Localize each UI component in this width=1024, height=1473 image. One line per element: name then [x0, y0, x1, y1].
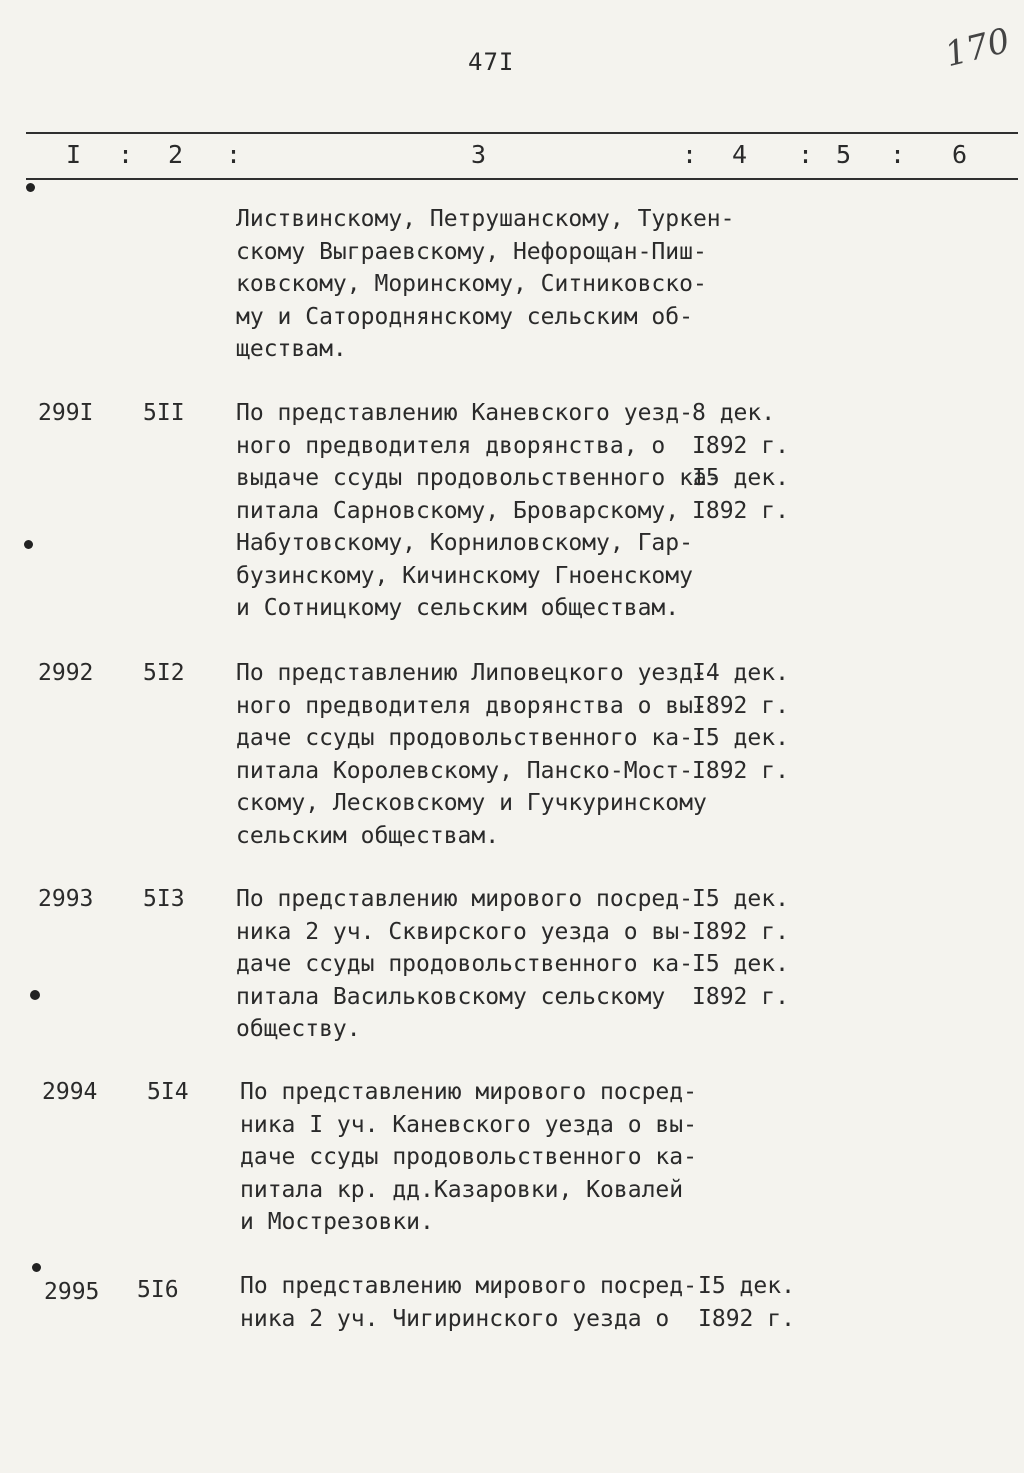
text-line: ника 2 уч. Чигиринского уезда о — [240, 1305, 670, 1332]
text-line: сельским обществам. — [236, 822, 500, 849]
column-header-2: 2 — [168, 140, 184, 169]
archive-number: 5I6 — [137, 1277, 179, 1303]
record-dates — [698, 1270, 808, 1335]
text-line: ника I уч. Каневского уезда о вы- — [240, 1111, 697, 1138]
column-separator: : — [890, 140, 906, 169]
date-line: I5 дек. — [698, 1273, 795, 1299]
record-number: 2994 — [42, 1079, 98, 1105]
text-line: обществу. — [236, 1016, 361, 1042]
text-line: питала кр. дд.Казаровки, Ковалей — [240, 1176, 684, 1203]
record-number: 299I — [38, 400, 94, 426]
record-description — [240, 1270, 700, 1335]
header-rule-bottom — [26, 178, 1018, 180]
header-rule-top — [26, 132, 1018, 134]
record-number: 2995 — [44, 1279, 100, 1305]
date-line: I5 дек. — [692, 465, 789, 491]
text-line: питала Васильковскому сельскому — [236, 983, 666, 1010]
text-line: Листвинскому, Петрушанскому, Туркен- — [236, 206, 735, 232]
binder-hole-speck — [24, 540, 33, 549]
text-line: По представлению Липовецкого уезд- — [236, 660, 707, 686]
text-line: По представлению мирового посред- — [240, 1079, 697, 1105]
binder-hole-speck — [30, 990, 40, 1000]
text-line: даче ссуды продовольственного ка- — [236, 725, 693, 751]
record-description — [240, 1076, 700, 1239]
record-description — [236, 397, 721, 625]
archive-number: 5I3 — [143, 886, 185, 912]
column-separator: : — [226, 140, 242, 169]
archive-number: 5II — [143, 400, 185, 426]
archive-number: 5I2 — [143, 660, 185, 686]
text-line: даче ссуды продовольственного ка- — [236, 951, 693, 977]
text-line: По представлению мирового посред- — [236, 886, 693, 912]
date-line: I892 г. — [692, 432, 789, 459]
column-separator: : — [118, 140, 134, 169]
text-line: и Сотницкому сельским обществам. — [236, 595, 680, 621]
column-separator: : — [798, 140, 814, 169]
date-line: I892 г. — [692, 983, 789, 1010]
text-line: и Мострезовки. — [240, 1209, 434, 1235]
text-line: питала Королевскому, Панско-Мост- — [236, 757, 693, 784]
text-line: По представлению мирового посред- — [240, 1273, 697, 1299]
text-line: ного предводителя дворянства о вы- — [236, 692, 707, 719]
archive-number: 5I4 — [147, 1079, 189, 1105]
date-line: I5 дек. — [692, 725, 789, 751]
date-line: I892 г. — [692, 692, 789, 719]
continuation-text — [236, 203, 735, 366]
date-line: I5 дек. — [692, 886, 789, 912]
date-line: I892 г. — [692, 918, 789, 945]
column-header-3: 3 — [471, 140, 487, 169]
text-line: питала Сарновскому, Броварскому, — [236, 497, 680, 524]
text-line: По представлению Каневского уезд- — [236, 400, 693, 426]
text-line: скому, Лесковскому и Гучкуринскому — [236, 790, 707, 816]
record-number: 2992 — [38, 660, 94, 686]
record-number: 2993 — [38, 886, 94, 912]
column-header-5: 5 — [836, 140, 852, 169]
page-number: 47I — [468, 48, 515, 76]
date-line: I4 дек. — [692, 660, 789, 686]
text-line: скому Выграевскому, Нефорощан-Пиш- — [236, 238, 707, 265]
date-line: I5 дек. — [692, 951, 789, 977]
record-description — [236, 657, 707, 852]
record-description — [236, 883, 696, 1046]
text-line: ного предводителя дворянства, о — [236, 432, 666, 459]
text-line: бузинскому, Кичинскому Гноенскому — [236, 562, 693, 589]
date-line: I892 г. — [692, 757, 789, 784]
date-line: 8 дек. — [692, 400, 776, 426]
column-header-6: 6 — [952, 140, 968, 169]
binder-hole-speck — [26, 183, 35, 192]
column-header-4: 4 — [732, 140, 748, 169]
archive-folio-stamp: 170 — [941, 20, 1014, 76]
date-line: I892 г. — [692, 497, 789, 524]
record-dates — [692, 657, 802, 787]
text-line: выдаче ссуды продовольственного ка- — [236, 465, 721, 491]
binder-hole-speck — [32, 1263, 41, 1272]
text-line: ника 2 уч. Сквирского уезда о вы- — [236, 918, 693, 945]
text-line: даче ссуды продовольственного ка- — [240, 1144, 697, 1170]
text-line: Набутовскому, Корниловскому, Гар- — [236, 530, 693, 556]
column-separator: : — [682, 140, 698, 169]
text-line: ковскому, Моринскому, Ситниковско- — [236, 271, 707, 297]
column-header-1: I — [66, 140, 82, 169]
text-line: му и Сатороднянскому сельским об- — [236, 303, 693, 330]
record-dates — [692, 397, 802, 527]
record-dates — [692, 883, 802, 1013]
date-line: I892 г. — [698, 1305, 795, 1332]
text-line: ществам. — [236, 336, 347, 362]
